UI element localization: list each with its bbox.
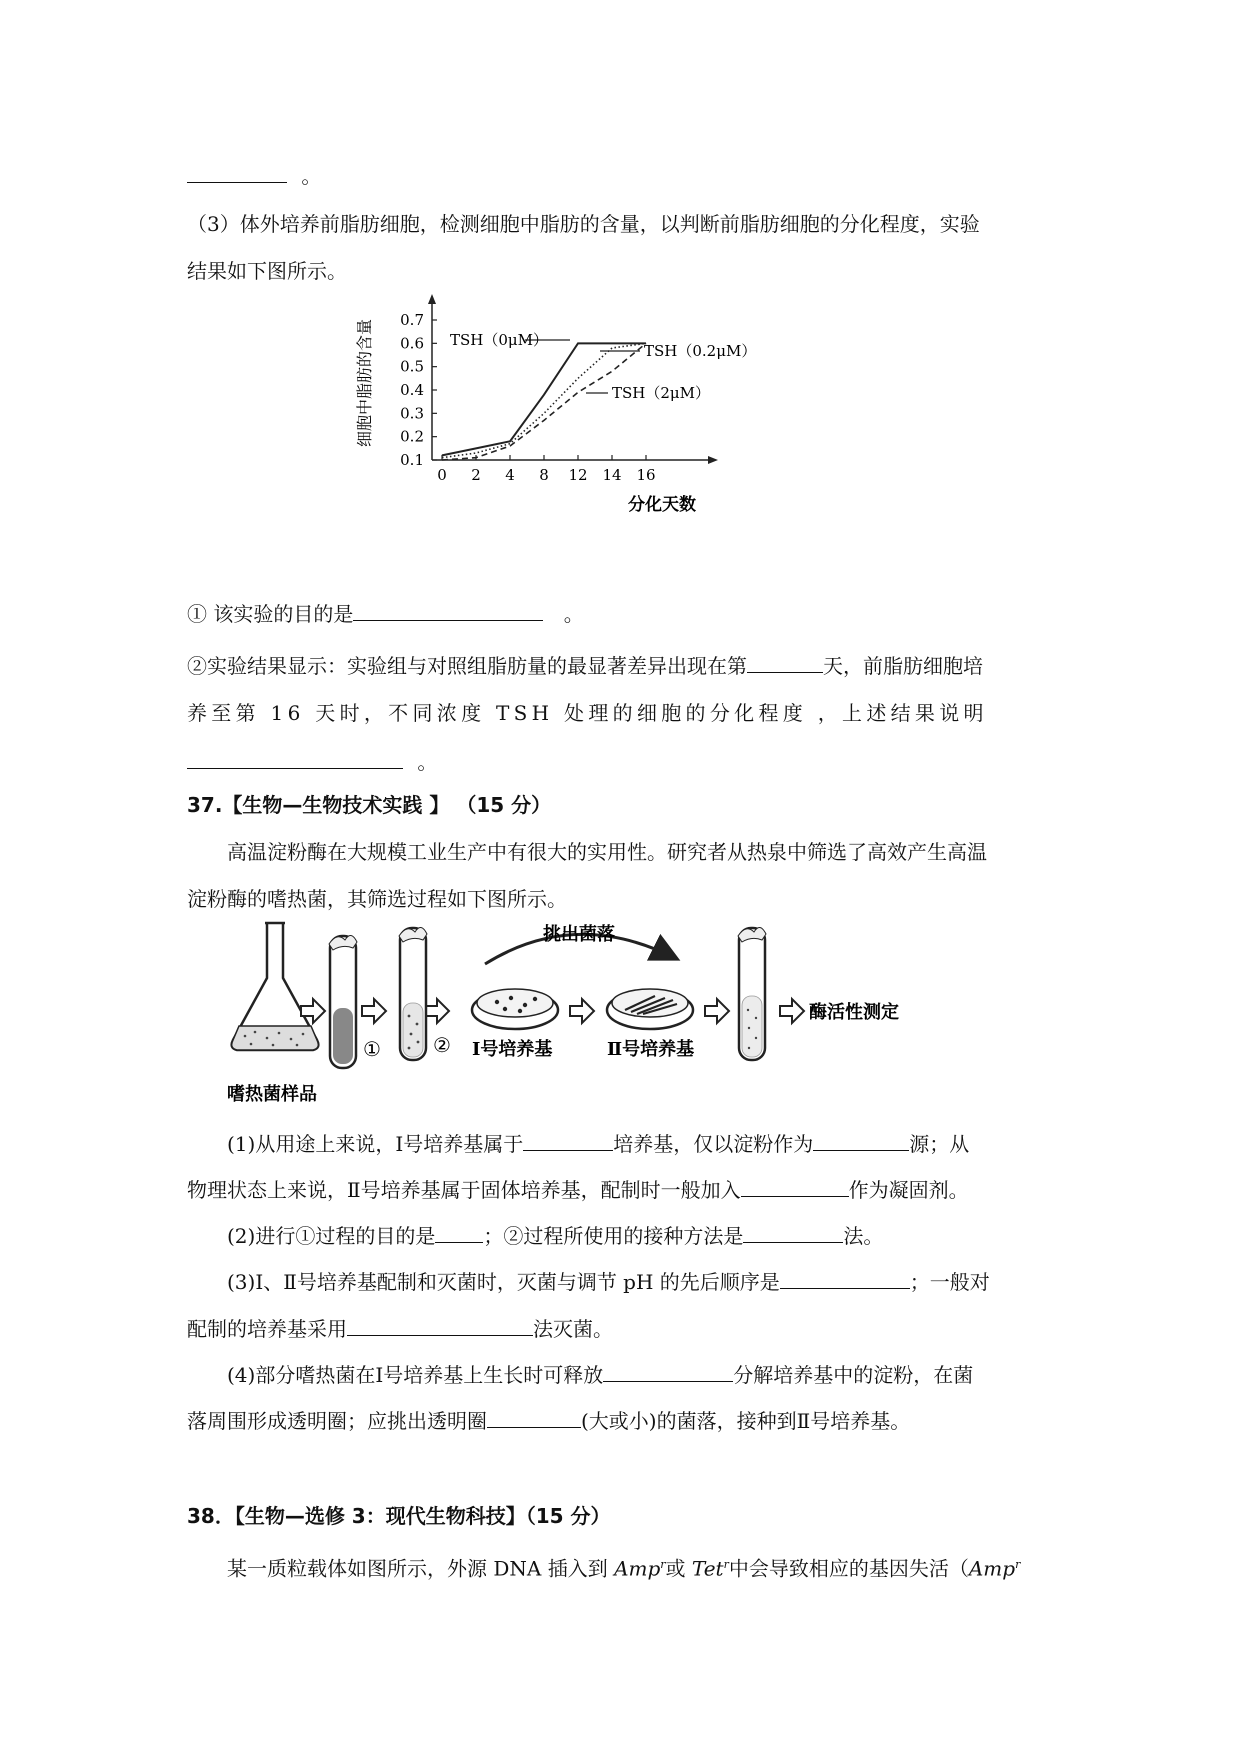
test-tube-3-icon [738, 927, 766, 1060]
tet-gene: Tet [691, 1556, 724, 1581]
q4-text-d: (大或小)的菌落，接种到Ⅱ号培养基。 [581, 1409, 911, 1433]
y-tick-label: 0.2 [400, 427, 424, 446]
q37-q3-line2 [187, 1313, 613, 1344]
amp-gene: Amp [614, 1556, 661, 1581]
q38-text-b: 中会导致相应的基因失活（ [728, 1556, 969, 1581]
blank-q1-type[interactable] [523, 1128, 613, 1151]
q2-text-c: 法。 [843, 1224, 884, 1248]
step-2-label: ② [433, 1033, 451, 1057]
series-label-1: TSH（0μM） [450, 331, 549, 349]
q38-intro [227, 1550, 1020, 1584]
medium-1-label: Ⅰ号培养基 [472, 1039, 553, 1060]
blank-q1-agent[interactable] [741, 1174, 849, 1197]
sub2-text-b: 天，前脂肪细胞培 [823, 654, 983, 678]
answer-line-0 [187, 160, 321, 191]
sample-label: 嗜热菌样品 [227, 1084, 317, 1105]
q37-q1-line1 [227, 1128, 969, 1159]
q37-q3-line1 [227, 1266, 990, 1297]
q1-text-e: 作为凝固剂。 [848, 1178, 969, 1202]
q38-title: 38．【生物—选修 3：现代生物科技】（15 分） [187, 1504, 611, 1528]
y-tick-label: 0.6 [400, 334, 424, 353]
y-tick-label: 0.4 [400, 381, 424, 399]
pick-colony-label: 挑出菌落 [543, 924, 615, 945]
blank-0[interactable] [187, 160, 287, 183]
q37-q2 [227, 1220, 883, 1251]
q3-text-c: 配制的培养基采用 [187, 1317, 347, 1341]
q36-part3-line1: （3）体外培养前脂肪细胞，检测细胞中脂肪的含量，以判断前脂肪细胞的分化程度，实验 [187, 212, 980, 236]
q3-text-a: (3)Ⅰ、Ⅱ号培养基配制和灭菌时，灭菌与调节 pH 的先后顺序是 [227, 1270, 780, 1294]
amp-sup-2: r [1015, 1558, 1021, 1571]
petri-dish-2-icon [607, 989, 693, 1029]
text-0: 。 [301, 164, 322, 188]
q37-intro1: 高温淀粉酶在大规模工业生产中有很大的实用性。研究者从热泉中筛选了高效产生高温 [227, 840, 987, 864]
blank-day[interactable] [747, 650, 823, 673]
y-tick-label: 0.3 [400, 404, 424, 423]
q37-q4-line2 [187, 1405, 910, 1436]
y-tick-label: 0.1 [400, 451, 424, 469]
sub2-text-a: ②实验结果显示：实验组与对照组脂肪量的最显著差异出现在第 [187, 654, 747, 678]
q36-sub2-line2: 养至第 16 天时，不同浓度 TSH 处理的细胞的分化程度 ，上述结果说明 [187, 701, 988, 725]
tet-sup: r [723, 1558, 729, 1571]
q4-text-b: 分解培养基中的淀粉，在菌 [733, 1363, 974, 1387]
q37-q1-line2 [187, 1174, 969, 1205]
blank-q1-source[interactable] [813, 1128, 909, 1151]
blank-q4-size[interactable] [487, 1405, 581, 1428]
x-tick-label: 12 [568, 466, 588, 484]
series-label-3: TSH（2μM） [612, 384, 711, 402]
x-tick-label: 2 [471, 466, 481, 484]
y-axis-label: 细胞中脂肪的含量 [355, 318, 374, 448]
x-tick-label: 16 [636, 466, 656, 484]
step-1-label: ① [363, 1037, 381, 1061]
q1-text-a: (1)从用途上来说，Ⅰ号培养基属于 [227, 1132, 524, 1156]
sub1-end: 。 [563, 602, 584, 626]
sub1-text: ① 该实验的目的是 [187, 602, 354, 626]
blank-conclusion[interactable] [187, 746, 403, 769]
q36-part3-line2: 结果如下图所示。 [187, 259, 347, 283]
amp-gene-2: Amp [968, 1556, 1016, 1581]
test-tube-2-icon [399, 927, 427, 1060]
petri-dish-1-icon [472, 989, 558, 1029]
x-tick-label: 4 [505, 466, 515, 484]
q36-sub2 [187, 650, 983, 681]
flask-icon [232, 923, 319, 1050]
q3-text-d: 法灭菌。 [533, 1317, 613, 1341]
y-tick-label: 0.5 [400, 357, 424, 376]
q2-text-a: (2)进行①过程的目的是 [227, 1224, 436, 1248]
y-axis-arrow [428, 294, 436, 304]
q36-sub1 [187, 598, 584, 629]
q37-intro2: 淀粉酶的嗜热菌，其筛选过程如下图所示。 [187, 887, 567, 911]
q37-q4-line1 [227, 1359, 973, 1390]
q1-text-d: 物理状态上来说，Ⅱ号培养基属于固体培养基，配制时一般加入 [187, 1178, 741, 1202]
enzyme-assay-label: 酶活性测定 [809, 1002, 899, 1023]
x-axis-arrow [708, 456, 718, 464]
x-tick-label: 8 [539, 466, 549, 484]
blank-q2-method[interactable] [743, 1220, 843, 1243]
blank-purpose[interactable] [353, 598, 543, 621]
y-tick-label: 0.7 [400, 311, 424, 329]
sub2-end: 。 [417, 750, 438, 774]
q1-text-b: 培养基，仅以淀粉作为 [613, 1132, 814, 1156]
series-label-2: TSH（0.2μM） [644, 342, 757, 360]
x-tick-label: 0 [437, 466, 447, 484]
blank-q2-purpose[interactable] [435, 1220, 483, 1243]
x-axis-label: 分化天数 [628, 495, 696, 515]
fat-content-chart [355, 300, 830, 560]
blank-q3-method[interactable] [347, 1313, 533, 1336]
q4-text-a: (4)部分嗜热菌在Ⅰ号培养基上生长时可释放 [227, 1363, 604, 1387]
blank-q4-enzyme[interactable] [603, 1359, 733, 1382]
q37-title: 37.【生物—生物技术实践 】 （15 分） [187, 793, 552, 817]
x-tick-label: 14 [602, 466, 622, 484]
q4-text-c: 落周围形成透明圈；应挑出透明圈 [187, 1409, 487, 1433]
q36-sub2-line3 [187, 746, 437, 777]
q3-text-b: ；一般对 [909, 1270, 990, 1294]
q38-or: 或 [665, 1556, 686, 1581]
screening-diagram [225, 918, 1065, 1148]
q38-text-a: 某一质粒载体如图所示，外源 DNA 插入到 [227, 1556, 608, 1581]
q1-text-c: 源；从 [909, 1132, 970, 1156]
medium-2-label: Ⅱ号培养基 [607, 1039, 695, 1060]
blank-q3-order[interactable] [780, 1266, 910, 1289]
test-tube-1-icon [329, 935, 357, 1068]
amp-sup: r [660, 1558, 666, 1571]
q2-text-b: ；②过程所使用的接种方法是 [483, 1224, 744, 1248]
